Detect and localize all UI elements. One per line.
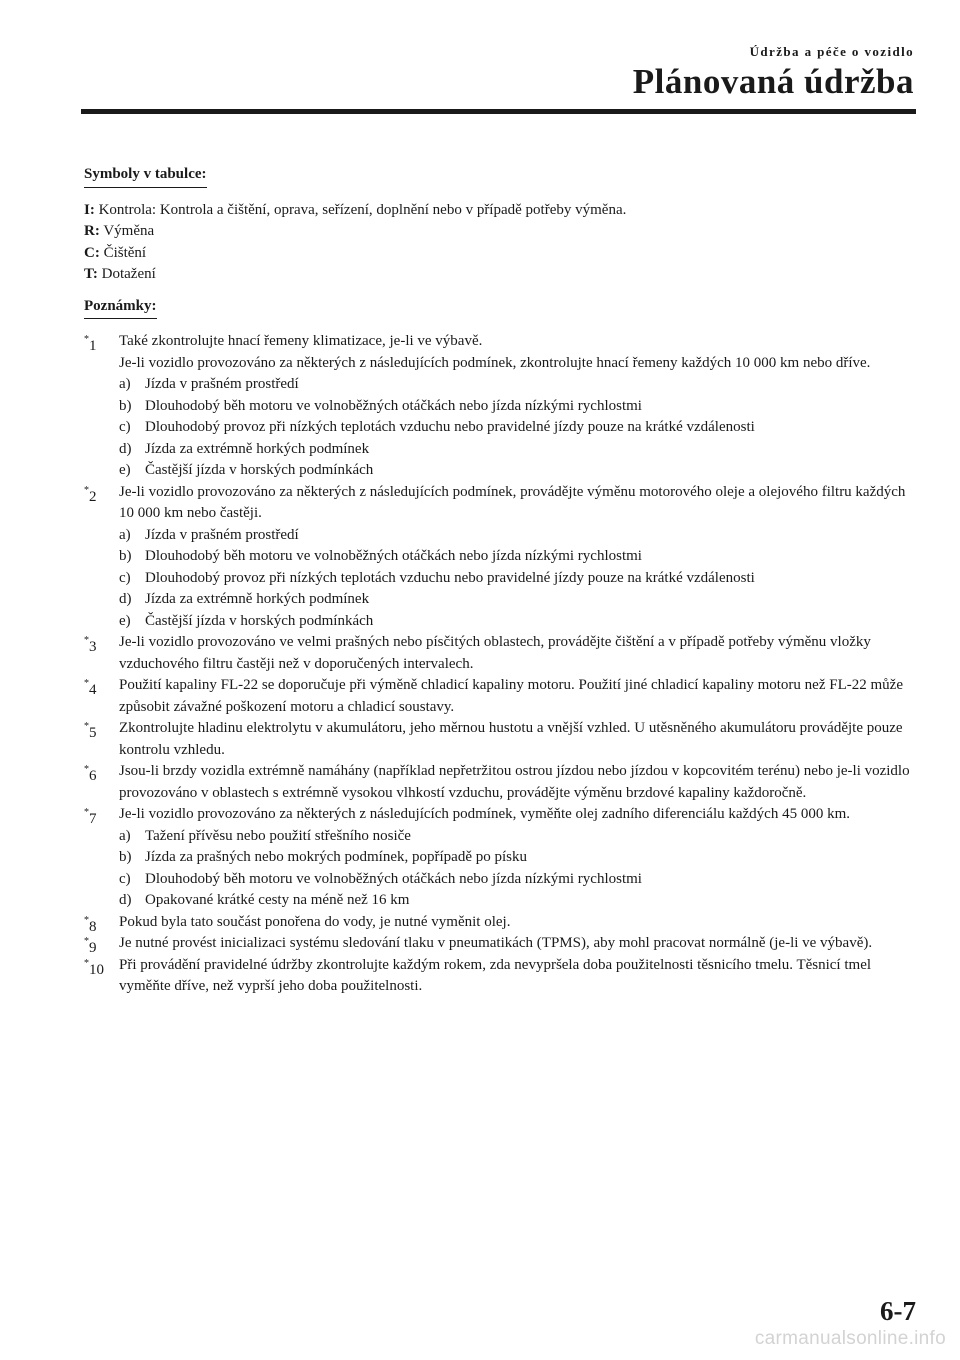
condition-label: b) xyxy=(119,548,132,564)
condition-text: Dlouhodobý provoz při nízkých teplotách vzduchu nebo pravidelné jízdy pouze na krátké vzdálenosti xyxy=(145,419,755,435)
condition-item xyxy=(119,611,914,633)
footnote-item xyxy=(84,955,914,998)
footnote-label xyxy=(84,955,104,982)
footnote-asterisk: * xyxy=(84,764,89,775)
footnote-text: Je-li vozidlo provozováno za některých z následujících podmínek, zkontrolujte hnací řemeny každých 10 000 km nebo dříve. xyxy=(119,354,871,371)
footnote-text: Zkontrolujte hladinu elektrolytu v akumulátoru, jeho měrnou hustotu a vnější vzhled. U utěsněného akumulátoru provádějte pouze kontrolu vzhledu. xyxy=(119,720,903,758)
symbol-key: C: xyxy=(84,244,100,261)
symbol-row xyxy=(84,221,914,243)
condition-label: a) xyxy=(119,376,131,392)
condition-text: Dlouhodobý běh motoru ve volnoběžných otáčkách nebo jízda nízkými rychlostmi xyxy=(145,870,642,887)
footnote-item xyxy=(84,675,914,718)
notes-list xyxy=(84,331,914,998)
footnote-text: Použití kapaliny FL-22 se doporučuje při výměně chladicí kapaliny motoru. Použití jiné chladicí kapaliny motoru než FL-22 může způsobit závažné poškození motoru a chladicí soustavy. xyxy=(119,677,903,715)
footnote-number: 10 xyxy=(89,961,104,978)
footnote-asterisk: * xyxy=(84,678,89,689)
page-title: Plánovaná údržba xyxy=(632,62,914,101)
condition-item xyxy=(119,439,914,461)
footnote-item xyxy=(84,761,914,804)
footnote-text: Je-li vozidlo provozováno za některých z následujících podmínek, vyměňte olej zadního diferenciálu každých 45 000 km. xyxy=(119,806,851,822)
condition-label: a) xyxy=(119,827,131,844)
page-content xyxy=(84,164,914,998)
footnote-number: 9 xyxy=(89,940,97,956)
condition-label: e) xyxy=(119,612,131,629)
footnote-asterisk: * xyxy=(84,914,89,926)
condition-item xyxy=(119,589,914,611)
condition-item xyxy=(119,890,914,912)
condition-text: Jízda za extrémně horkých podmínek xyxy=(145,591,370,607)
condition-item xyxy=(119,546,914,568)
footnote-item xyxy=(84,933,914,955)
footnote-text: Je-li vozidlo provozováno za některých z následujících podmínek, provádějte výměnu motorového oleje a olejového filtru každých 10 000 km nebo častěji. xyxy=(119,483,906,521)
symbol-key: T: xyxy=(84,266,98,282)
symbol-row xyxy=(84,243,914,265)
footnote-label xyxy=(84,718,97,745)
footnote-asterisk: * xyxy=(84,484,89,496)
condition-label: c) xyxy=(119,419,131,435)
footnote-asterisk: * xyxy=(84,334,89,345)
symbol-key: I: xyxy=(84,201,95,218)
condition-label: b) xyxy=(119,849,132,865)
header-rule xyxy=(81,109,916,114)
watermark-text: carmanualsonline.info xyxy=(754,1328,946,1349)
condition-label: c) xyxy=(119,569,131,586)
footnote-number: 6 xyxy=(89,768,97,784)
condition-label: d) xyxy=(119,440,132,457)
symbols-list xyxy=(84,200,914,286)
symbol-row xyxy=(84,200,914,222)
condition-text: Častější jízda v horských podmínkách xyxy=(145,612,374,629)
footnote-number: 5 xyxy=(89,725,97,741)
condition-item xyxy=(119,460,914,482)
condition-label: d) xyxy=(119,892,132,908)
condition-label: c) xyxy=(119,870,131,887)
condition-text: Jízda v prašném prostředí xyxy=(145,376,299,392)
condition-label: b) xyxy=(119,397,132,414)
footnote-number: 2 xyxy=(89,488,97,505)
condition-text: Dlouhodobý běh motoru ve volnoběžných otáčkách nebo jízda nízkými rychlostmi xyxy=(145,548,642,564)
footnote-label xyxy=(84,804,97,831)
footnote-label xyxy=(84,675,97,702)
condition-text: Jízda za prašných nebo mokrých podmínek, popřípadě po písku xyxy=(145,849,527,865)
condition-text: Častější jízda v horských podmínkách xyxy=(145,462,374,478)
footnote-text: Pokud byla tato součást ponořena do vody, je nutné vyměnit olej. xyxy=(119,913,511,930)
footnote-text: Je-li vozidlo provozováno ve velmi prašných nebo písčitých oblastech, provádějte čištění a v případě potřeby výměnu vložky vzduchového filtru častěji než v doporučených intervalech. xyxy=(119,634,871,672)
condition-item xyxy=(119,568,914,590)
condition-label: e) xyxy=(119,462,131,478)
condition-text: Tažení přívěsu nebo použití střešního nosiče xyxy=(145,827,411,844)
symbol-key: R: xyxy=(84,223,100,239)
condition-label: a) xyxy=(119,526,131,543)
footnote-item xyxy=(84,912,914,934)
condition-text: Opakované krátké cesty na méně než 16 km xyxy=(145,892,410,908)
footnote-asterisk: * xyxy=(84,635,89,646)
symbol-text: Dotažení xyxy=(101,266,156,282)
footnote-number: 7 xyxy=(89,811,97,827)
footnote-text: Je nutné provést inicializaci systému sledování tlaku v pneumatikách (TPMS), aby mohl pracovat normálně (je-li ve výbavě). xyxy=(119,935,873,951)
footnote-asterisk: * xyxy=(84,957,89,969)
footnote-text: Také zkontrolujte hnací řemeny klimatizace, je-li ve výbavě. xyxy=(119,333,483,349)
condition-text: Dlouhodobý běh motoru ve volnoběžných otáčkách nebo jízda nízkými rychlostmi xyxy=(145,397,642,414)
footnote-label xyxy=(84,331,97,358)
footnote-asterisk: * xyxy=(84,721,89,732)
footnote-label xyxy=(84,761,97,788)
notes-heading: Poznámky: xyxy=(84,296,157,320)
symbol-row xyxy=(84,264,914,286)
symbols-heading: Symboly v tabulce: xyxy=(84,164,207,188)
symbol-text: Čištění xyxy=(103,244,147,261)
condition-text: Jízda v prašném prostředí xyxy=(145,526,299,543)
symbol-text: Kontrola: Kontrola a čištění, oprava, seřízení, doplnění nebo v případě potřeby výměna. xyxy=(98,201,627,218)
footnote-asterisk: * xyxy=(84,807,89,818)
condition-item xyxy=(119,826,914,848)
condition-item xyxy=(119,847,914,869)
condition-item xyxy=(119,525,914,547)
footnote-item xyxy=(84,632,914,675)
footnote-number: 4 xyxy=(89,682,97,698)
symbol-text: Výměna xyxy=(103,223,155,239)
footnote-number: 1 xyxy=(89,338,97,354)
footnote-item xyxy=(84,482,914,633)
footnote-asterisk: * xyxy=(84,936,89,947)
footnote-item xyxy=(84,718,914,761)
condition-text: Dlouhodobý provoz při nízkých teplotách vzduchu nebo pravidelné jízdy pouze na krátké vzdálenosti xyxy=(145,569,755,586)
footnote-label xyxy=(84,482,97,509)
footnote-item xyxy=(84,331,914,482)
footnote-label xyxy=(84,632,97,659)
running-header-section: Údržba a péče o vozidlo xyxy=(749,44,914,59)
footnote-number: 8 xyxy=(89,918,97,935)
condition-item xyxy=(119,869,914,891)
footnote-number: 3 xyxy=(89,639,97,655)
footnote-text: Při provádění pravidelné údržby zkontrolujte každým rokem, zda nevypršela doba použitelnosti těsnicího tmelu. Těsnicí tmel vyměňte dříve, než vyprší jeho doba použitelnosti. xyxy=(119,956,872,994)
condition-label: d) xyxy=(119,591,132,607)
condition-item xyxy=(119,396,914,418)
page-number: 6-7 xyxy=(880,1296,916,1326)
condition-item xyxy=(119,417,914,439)
footnote-item xyxy=(84,804,914,912)
footnote-text: Jsou-li brzdy vozidla extrémně namáhány (například nepřetržitou ostrou jízdou nebo jízdou v kopcovitém terénu) nebo je-li vozidlo provozováno v oblastech s extrémně vysokou vlhkostí vzduchu, provádějte výměnu brzdové kapaliny každoročně. xyxy=(119,763,910,801)
condition-text: Jízda za extrémně horkých podmínek xyxy=(145,440,370,457)
condition-item xyxy=(119,374,914,396)
